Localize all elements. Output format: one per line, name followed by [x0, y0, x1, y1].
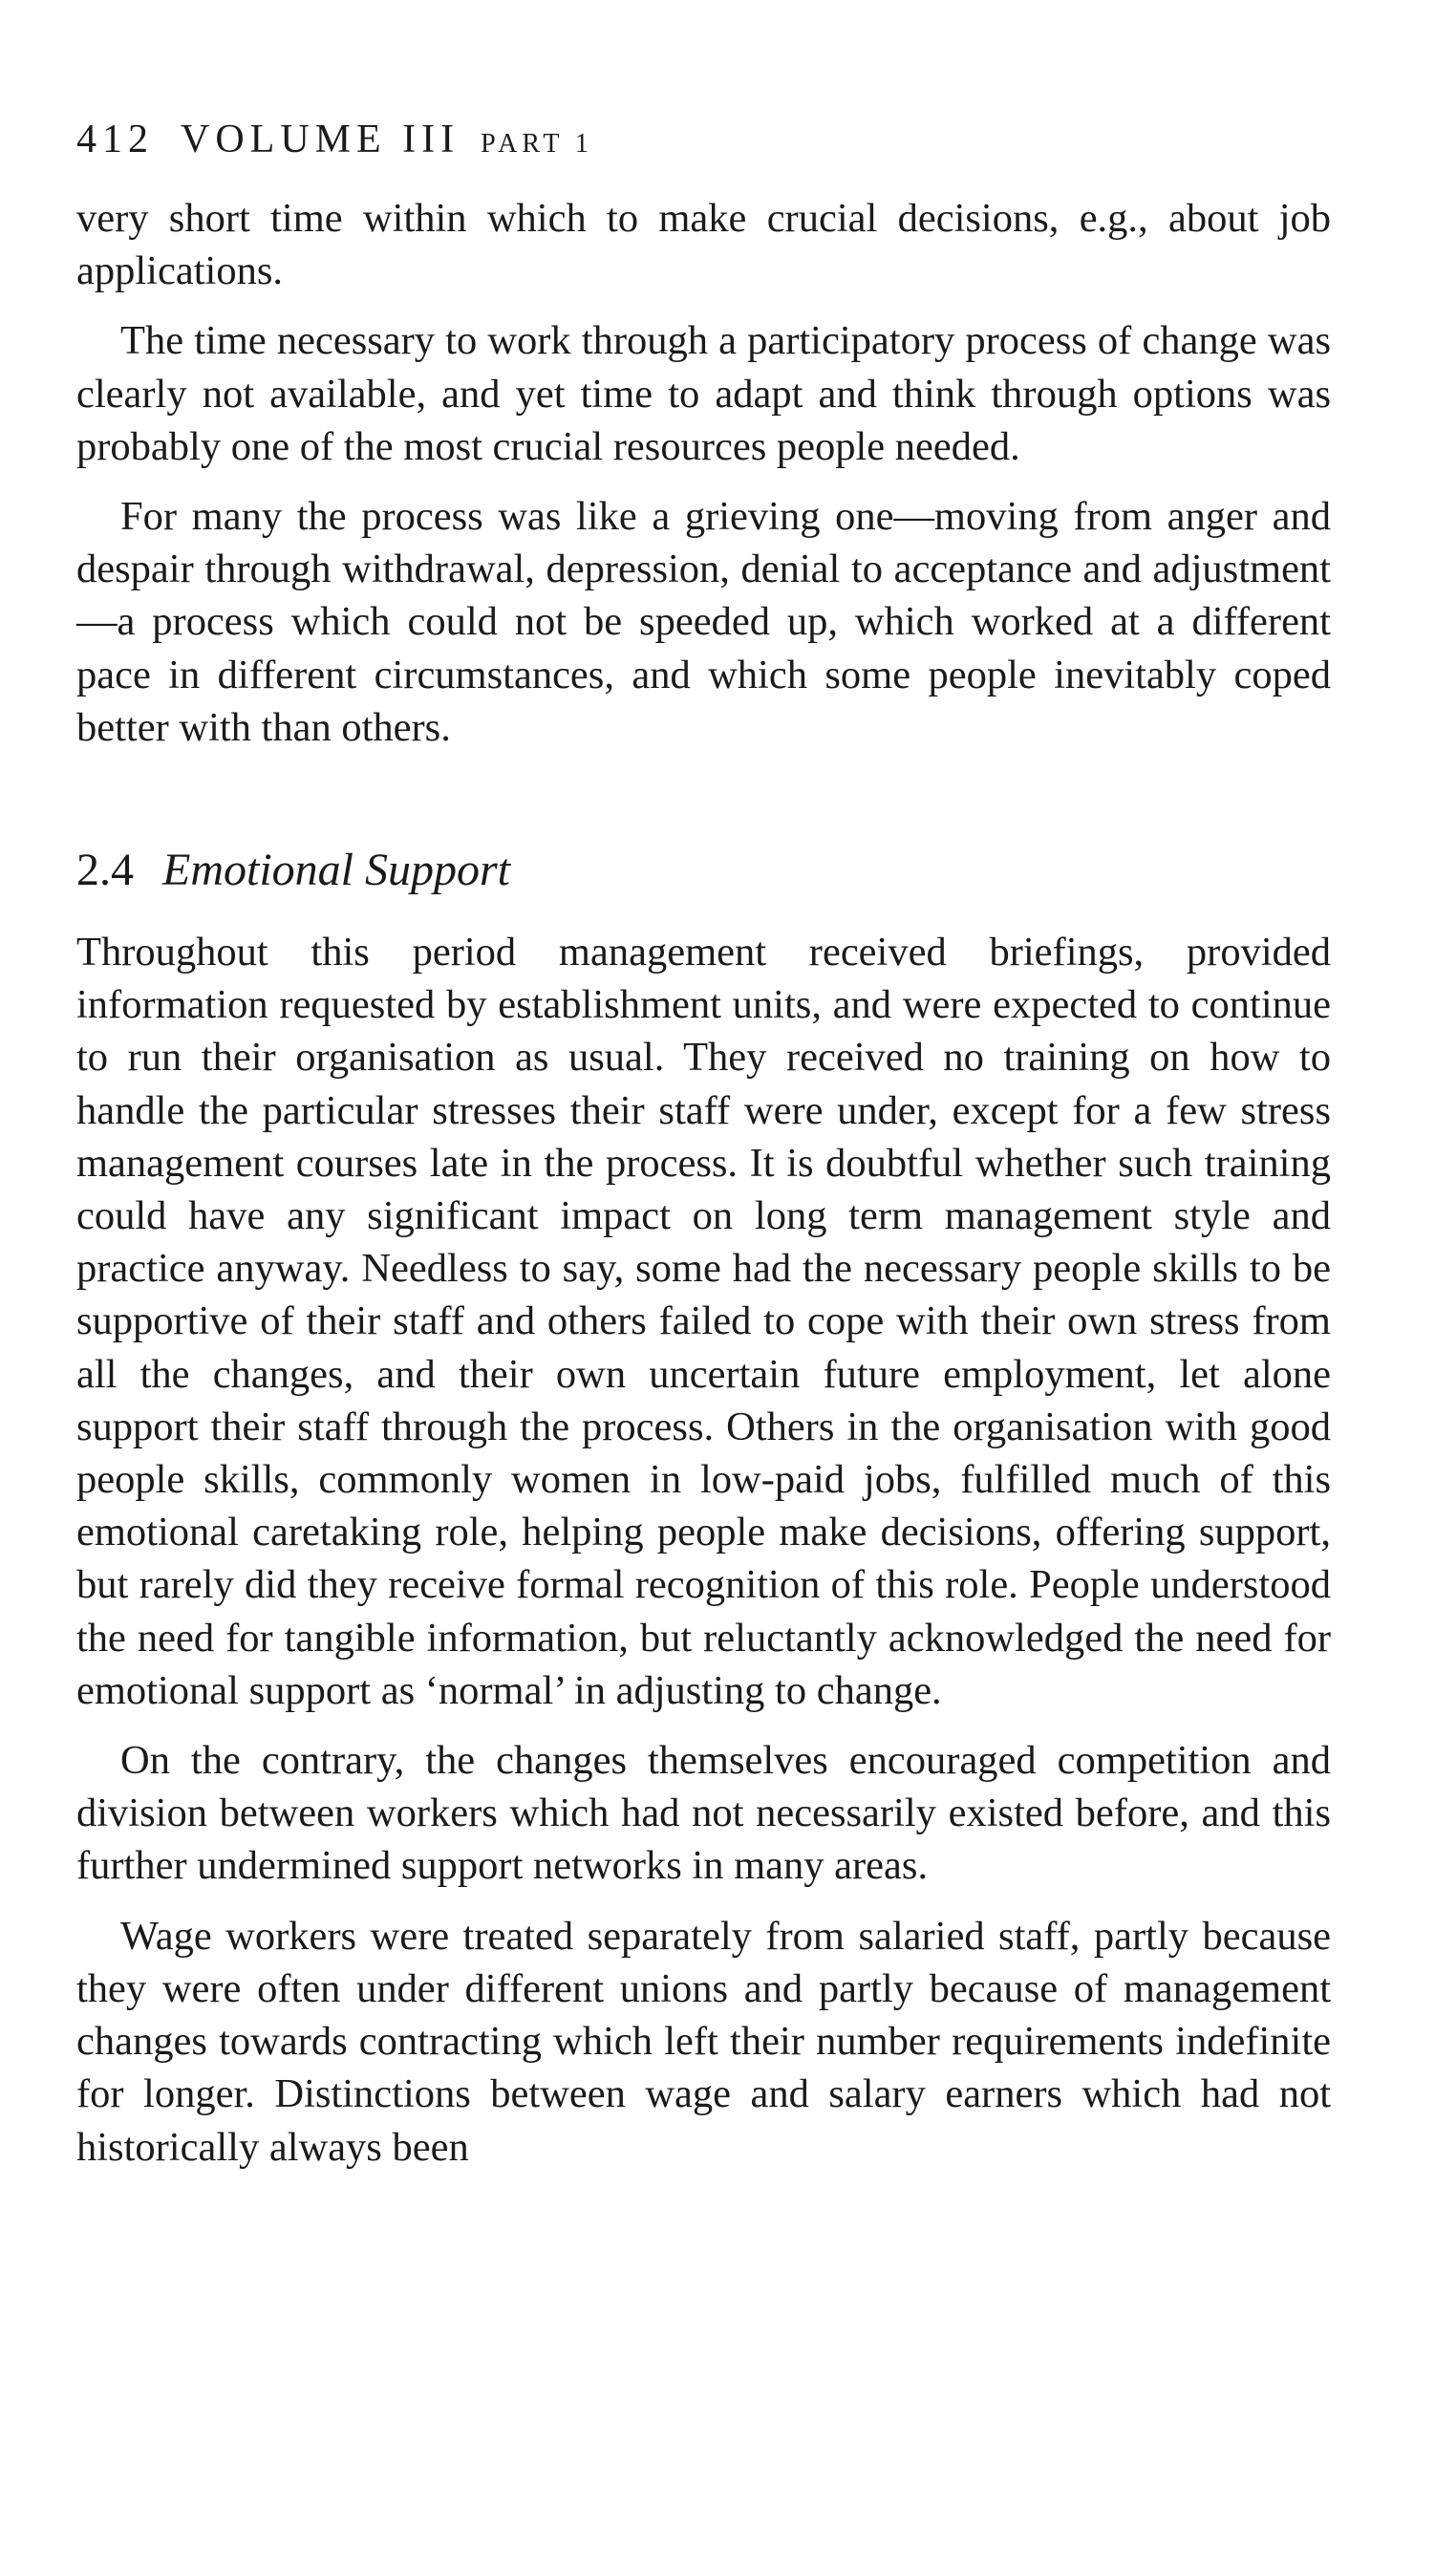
- section-title: Emotional Support: [162, 845, 511, 896]
- paragraph-wage-workers: Wage workers were treated separately from salaried staff, partly because they were often under different unions and partly because of management changes towards contracting which left their number requirements indefinite for longer. Distinctions between wage and salary earners which had not historically always been: [76, 1913, 1331, 2170]
- section-heading: [76, 845, 1331, 896]
- paragraph-grieving-process: For many the process was like a grieving one—moving from anger and despair through withdrawal, depression, denial to acceptance and adjustment—a process which could not be speeded up, which worked at a different pace in different circumstances, and which some people inevitably coped better with than others.: [76, 494, 1331, 750]
- part-label: PART 1: [481, 129, 593, 159]
- section-number: 2.4: [76, 845, 134, 896]
- paragraph-time-necessary: The time necessary to work through a participatory process of change was clearly not available, and yet time to adapt and think through options was probably one of the most crucial resources people needed.: [76, 318, 1331, 469]
- paragraph-management-briefings: Throughout this period management received briefings, provided information requested by establishment units, and were expected to continue to run their organisation as usual. They received no training on how to handle the particular stresses their staff were under, except for a few stress management courses late in the process. It is doubtful whether such training could have any significant impact on long term management style and practice anyway. Needless to say, some had the necessary people skills to be supportive of their staff and others failed to cope with their own stress from all the changes, and their own uncertain future employment, let alone support their staff through the process. Others in the organisation with good people skills, commonly women in low-paid jobs, fulfilled much of this emotional caretaking role, helping people make decisions, offering support, but rarely did they receive formal recognition of this role. People understood the need for tangible information, but reluctantly acknowledged the need for emotional support as ‘normal’ in adjusting to change.: [76, 930, 1331, 1713]
- paragraph-competition-division: On the contrary, the changes themselves encouraged competition and division between workers which had not necessarily existed before, and this further undermined support networks in many areas.: [76, 1738, 1331, 1889]
- paragraph-continued: very short time within which to make crucial decisions, e.g., about job applications.: [76, 196, 1331, 294]
- book-page: [76, 119, 1331, 2174]
- volume-label: VOLUME III: [181, 118, 460, 161]
- running-head: [76, 119, 1331, 165]
- page-number: 412: [76, 118, 154, 161]
